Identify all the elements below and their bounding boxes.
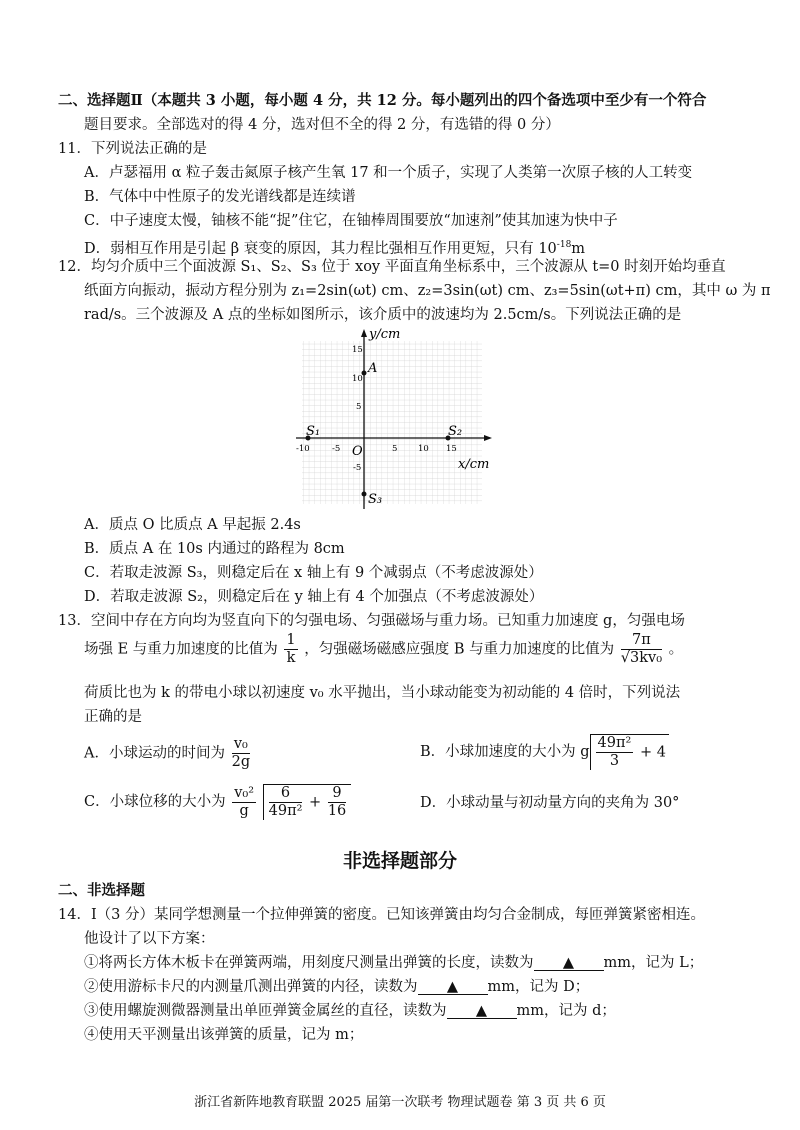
q13-option-d: D．小球动量与初动量方向的夹角为 30° bbox=[420, 795, 680, 811]
q12-stem-line2: 纸面方向振动，振动方程分别为 z₁=2sin(ωt) cm、z₂=3sin(ωt) cm、z₃=5sin(ωt+π) cm，其中 ω 为 π bbox=[84, 283, 771, 299]
x-axis-arrow bbox=[484, 435, 492, 441]
q14-step1: ①将两长方体木板卡在弹簧两端，用刻度尺测量出弹簧的长度，读数为 ▲ mm，记为 L； bbox=[84, 955, 704, 971]
q13-stem-line4: 正确的是 bbox=[84, 709, 142, 725]
answer-blank-1[interactable]: ▲ bbox=[534, 954, 604, 971]
q13-stem-line3: 荷质比也为 k 的带电小球以初速度 v₀ 水平抛出，当小球动能变为初动能的 4 倍时，下列说法 bbox=[84, 685, 681, 701]
section-2-instructions: 题目要求。全部选对的得 4 分，选对但不全的得 2 分，有选错的得 0 分） bbox=[84, 117, 560, 133]
point-a bbox=[362, 371, 367, 376]
q11-stem: 11．下列说法正确的是 bbox=[58, 141, 207, 157]
x-tick: 5 bbox=[392, 444, 398, 454]
y-tick: 15 bbox=[352, 345, 363, 355]
q11-option-b: B．气体中中性原子的发光谱线都是连续谱 bbox=[84, 189, 356, 205]
q12-option-b: B．质点 A 在 10s 内通过的路程为 8cm bbox=[84, 541, 345, 557]
q12-stem-line1: 12．均匀介质中三个面波源 S₁、S₂、S₃ 位于 xoy 平面直角坐标系中，三个波源从 t=0 时刻开始均垂直 bbox=[58, 259, 726, 275]
q13-stem-line2: 场强 E 与重力加速度的比值为 $\frac{1}{k}$ ，匀强磁场磁感应强度 B 与重力加速度的比值为 $\frac{7\pi}{\text{√3kv₀}}$ 。 bbox=[84, 632, 684, 666]
q13-option-a: A．小球运动的时间为 $\frac{\text{v₀}}{2g}$ bbox=[84, 736, 251, 770]
q12-option-d: D．若取走波源 S₂，则稳定后在 y 轴上有 4 个加强点（不考虑波源处） bbox=[84, 589, 544, 605]
q12-option-c: C．若取走波源 S₃，则稳定后在 x 轴上有 9 个减弱点（不考虑波源处） bbox=[84, 565, 543, 581]
nonchoice-section-title: 非选择题部分 bbox=[342, 850, 457, 872]
q12-stem-line3: rad/s。三个波源及 A 点的坐标如图所示，该介质中的波速均为 2.5cm/s。下列说法正确的是 bbox=[84, 307, 682, 323]
q11-option-d: D．弱相互作用是引起 β 衰变的原因，其力程比强相互作用更短，只有 $10^{-18}m$ bbox=[84, 240, 586, 257]
y-tick: -5 bbox=[353, 463, 362, 473]
page-footer: 浙江省新阵地教育联盟 2025 届第一次联考 物理试题卷 第 3 页 共 6 页 bbox=[194, 1095, 606, 1110]
q14-stem-line2: 他设计了以下方案： bbox=[84, 931, 215, 947]
q14-step3: ③使用螺旋测微器测量出单匝弹簧金属丝的直径，读数为 ▲ mm，记为 d； bbox=[84, 1003, 616, 1019]
y-axis-label: y/cm bbox=[369, 327, 401, 342]
y-tick: 5 bbox=[356, 402, 362, 412]
q13-stem-line1: 13．空间中存在方向均为竖直向下的匀强电场、匀强磁场与重力场。已知重力加速度 g，匀强电场 bbox=[58, 613, 685, 629]
x-tick: 15 bbox=[446, 444, 457, 454]
source-s3-point bbox=[362, 492, 367, 497]
q13-option-c: C．小球位移的大小为 $\frac{\text{v₀²}}{g}$ $\frac{6}{\text{49π²}}$ + $\frac{9}{16}$ bbox=[84, 784, 351, 820]
q11-option-a: A．卢瑟福用 α 粒子轰击氮原子核产生氧 17 和一个质子，实现了人类第一次原子核的人工转变 bbox=[84, 165, 693, 181]
grid-background bbox=[302, 341, 482, 504]
q11-option-c: C．中子速度太慢，铀核不能“捉”住它，在铀棒周围要放“加速剂”使其加速为快中子 bbox=[84, 213, 618, 229]
q14-stem-line1: 14．Ⅰ（3 分）某同学想测量一个拉伸弹簧的密度。已知该弹簧由均匀合金制成，每匝弹簧紧密相连。 bbox=[58, 907, 706, 923]
q14-step2: ②使用游标卡尺的内测量爪测出弹簧的内径，读数为 ▲ mm，记为 D； bbox=[84, 979, 590, 995]
source-s1-label: S₁ bbox=[306, 424, 321, 439]
x-tick: 10 bbox=[418, 444, 429, 454]
section-2-heading: 二、选择题Ⅱ（本题共 3 小题，每小题 4 分，共 12 分。每小题列出的四个备选项中至少有一个符合 bbox=[58, 92, 707, 109]
y-axis-arrow bbox=[361, 329, 367, 337]
q14-step4: ④使用天平测量出该弹簧的质量，记为 m； bbox=[84, 1027, 364, 1043]
answer-blank-3[interactable]: ▲ bbox=[447, 1002, 517, 1019]
x-tick: -5 bbox=[332, 444, 341, 454]
answer-blank-2[interactable]: ▲ bbox=[418, 978, 488, 995]
x-axis-label: x/cm bbox=[458, 457, 490, 472]
q12-coordinate-figure bbox=[292, 327, 496, 513]
source-s2-label: S₂ bbox=[448, 424, 463, 439]
point-a-label: A bbox=[368, 361, 378, 376]
source-s3-label: S₃ bbox=[368, 492, 383, 507]
y-tick: 10 bbox=[352, 374, 363, 384]
q12-option-a: A．质点 O 比质点 A 早起振 2.4s bbox=[84, 517, 301, 533]
origin-label: O bbox=[352, 444, 363, 459]
section-3-heading: 二、非选择题 bbox=[58, 882, 145, 899]
q13-option-b: B．小球加速度的大小为 g $\frac{\text{49π²}}{3}$ + 4 bbox=[420, 734, 669, 770]
x-tick: -10 bbox=[296, 444, 310, 454]
